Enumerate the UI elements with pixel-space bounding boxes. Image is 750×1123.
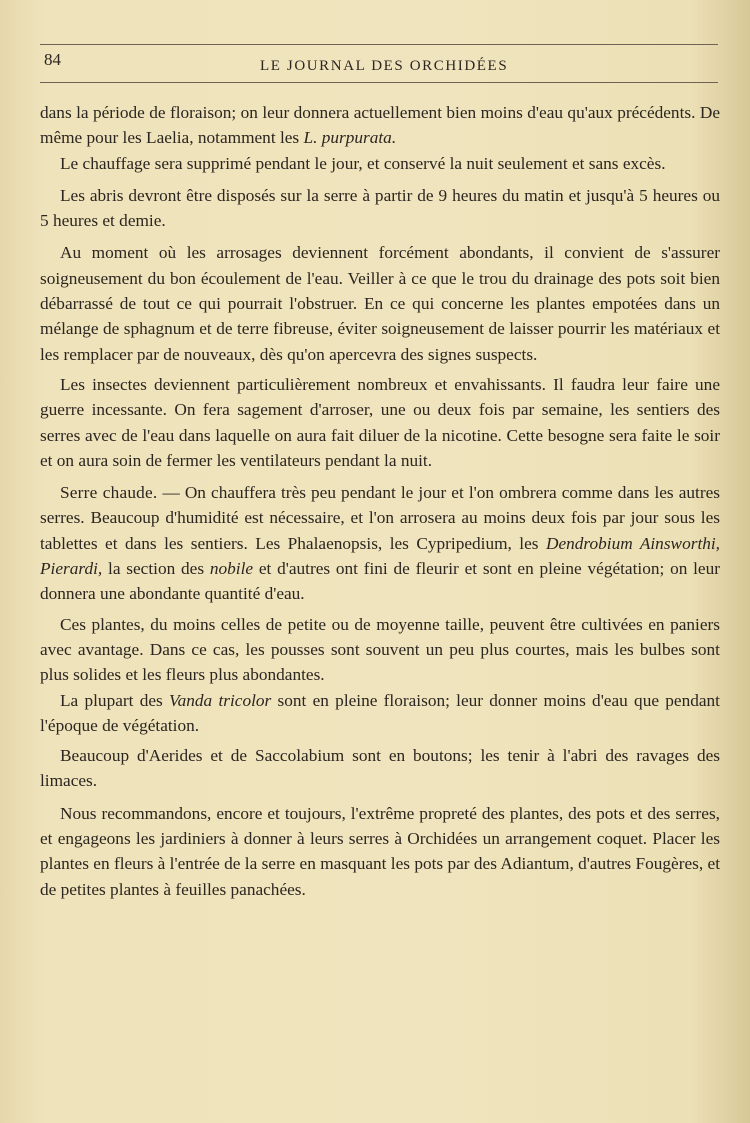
species-name: Vanda tricolor [169, 690, 272, 710]
paragraph-7-text: Ces plantes, du moins celles de petite ou de moyenne taille, peuvent être cultivées en paniers avec avantage. Dans ce cas, les pousses sont souvent un peu plus courtes, mais les bulbes sont plus solides et les fleurs plus abondantes. [40, 614, 720, 685]
paragraph-2-text: Le chauffage sera supprimé pendant le jour, et conservé la nuit seulement et sans excès. [60, 153, 666, 173]
paragraph-1-text: dans la période de floraison; on leur donnera actuellement bien moins d'eau qu'aux précédents. De même pour les Laelia, notamment les [40, 103, 720, 148]
paragraph-6 [40, 480, 720, 606]
running-title: LE JOURNAL DES ORCHIDÉES [260, 58, 509, 74]
paragraph-8-text-b: sont en pleine floraison; leur donner moins d'eau que pendant l'époque de végétation. [40, 690, 720, 735]
paragraph-4-text: Au moment où les arrosages deviennent forcément abondants, il convient de s'assurer soigneusement du bon écoulement de l'eau. Veiller à ce que le trou du drainage des pots soit bien débarrassé de tout ce qui pourrait l'obstruer. En ce qui concerne les plantes empotées dans un mélange de sphagnum et de terre fibreuse, éviter soigneusement de laisser pourrir les matériaux et les remplacer par de nouveaux, dès qu'on apercevra des signes suspects. [40, 243, 720, 364]
paragraph-3 [40, 183, 720, 234]
paragraph-1 [40, 100, 720, 151]
paragraph-9 [40, 743, 720, 794]
section-heading-serre-chaude: Serre chaude. [60, 483, 158, 503]
paragraph-7 [40, 612, 720, 688]
species-name: Dendrobium Ainsworthi, Pierardi, [40, 533, 721, 579]
header-rule-top [40, 44, 718, 45]
paragraph-6-text-b: la section des [102, 559, 210, 579]
paragraph-10-text: Nous recommandons, encore et toujours, l'extrême propreté des plantes, des pots et des serres, et engageons les jardiniers à donner à leurs serres à Orchidées un arrangement coquet. Placer les plantes en fleurs à l'entrée de la serre en masquant les pots par des Adiantum, d'autres Fougères, et de petites plantes à feuilles panachées. [40, 803, 720, 899]
header-rule-bottom [40, 82, 718, 83]
paragraph-10 [40, 801, 720, 902]
paragraph-3-text: Les abris devront être disposés sur la serre à partir de 9 heures du matin et jusqu'à 5 heures ou 5 heures et demie. [40, 185, 720, 231]
species-name: L. purpurata. [303, 128, 397, 148]
article-body [40, 100, 720, 907]
paragraph-8-text-a: La plupart des [60, 690, 169, 710]
paragraph-9-text: Beaucoup d'Aerides et de Saccolabium sont en boutons; les tenir à l'abri des ravages des limaces. [40, 746, 720, 791]
paragraph-6-text-c: et d'autres ont fini de fleurir et sont en pleine végétation; on leur donnera une abondante quantité d'eau. [40, 559, 720, 604]
paragraph-2 [40, 151, 720, 176]
species-name: nobile [209, 559, 254, 579]
paragraph-4 [40, 240, 720, 366]
page-number: 84 [44, 50, 61, 69]
paragraph-5-text: Les insectes deviennent particulièrement nombreux et envahissants. Il faudra leur faire une guerre incessante. On fera sagement d'arroser, une ou deux fois par semaine, les sentiers des serres avec de l'eau dans laquelle on aura fait diluer de la nicotine. Cette besogne sera faite le soir et on aura soin de fermer les ventilateurs pendant la nuit. [40, 374, 720, 470]
paragraph-6-text-a: — On chauffera très peu pendant le jour et l'on ombrera comme dans les autres serres. Beaucoup d'humidité est nécessaire, et l'on arrosera au moins deux fois par jour sous les tablettes et dans les sentiers. Les Phalaenopsis, les Cypripedium, les [40, 483, 720, 553]
paragraph-5 [40, 372, 720, 473]
paragraph-8 [40, 688, 720, 739]
